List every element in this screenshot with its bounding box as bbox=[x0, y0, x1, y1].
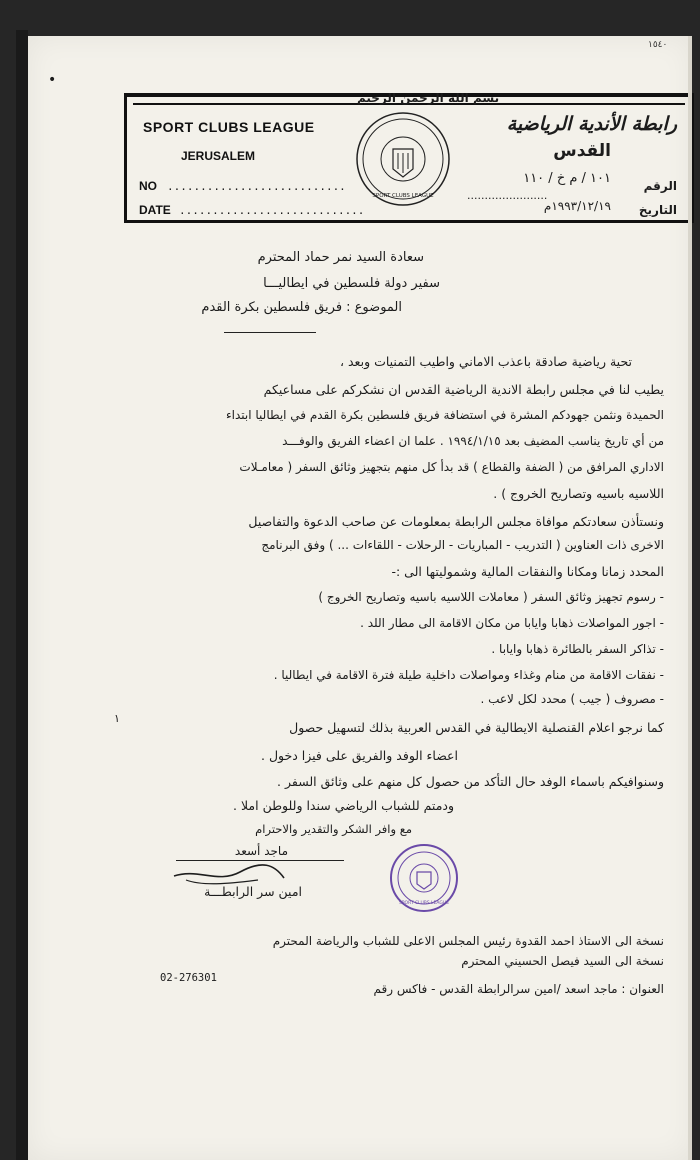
para4-line-1: وسنوافيكم باسماء الوفد حال التأكد من حصول كل منهم على وثائق السفر . bbox=[277, 774, 664, 789]
para4-line-2: ودمتم للشباب الرياضي سندا وللوطن املا . bbox=[233, 798, 454, 813]
ref-value: ١٠١ / م خ / ١١٠ bbox=[523, 171, 611, 186]
fax-number: 02-276301 bbox=[160, 972, 217, 984]
page-shadow-edge bbox=[16, 30, 28, 1160]
basmala: بسم الله الرحمن الرحيم bbox=[357, 91, 500, 105]
subject-line: الموضوع : فريق فلسطين بكرة القدم bbox=[201, 300, 402, 315]
page-edge-right bbox=[688, 36, 692, 1160]
signatory-name: ماجد أسعد bbox=[234, 844, 288, 858]
para2-line-2: الاخرى ذات العناوين ( التدريب - المباريات - الرحلات - اللقاءات ... ) وفق البرنامج bbox=[261, 538, 664, 552]
list-item: - مصروف ( جيب ) محدد لكل لاعب . bbox=[480, 692, 664, 706]
letterhead-english-city: JERUSALEM bbox=[181, 149, 256, 163]
copy-line-1: نسخة الى الاستاذ احمد القدوة رئيس المجلس الاعلى للشباب والرياضة المحترم bbox=[272, 934, 664, 948]
no-field: ........................... bbox=[167, 180, 346, 193]
date-field: ............................ bbox=[179, 204, 365, 217]
para3-line-1: كما نرجو اعلام القنصلية الايطالية في القدس العربية بذلك لتسهيل حصول bbox=[289, 720, 664, 735]
letterhead-english-name: SPORT CLUBS LEAGUE bbox=[143, 119, 315, 135]
list-item: - نفقات الاقامة من منام وغذاء ومواصلات داخلية طيلة فترة الاقامة في ايطاليا . bbox=[273, 668, 664, 682]
league-seal-icon bbox=[353, 109, 453, 209]
address-line: العنوان : ماجد اسعد /امين سرالرابطة القدس - فاكس رقم bbox=[373, 982, 664, 996]
letterhead-arabic-city: القدس bbox=[553, 141, 611, 161]
body-line-2: الحميدة ونثمن جهودكم المشرة في استضافة فريق فلسطين بكرة القدم في ايطاليا ابتداء bbox=[226, 408, 664, 422]
recipient-line-1: سعادة السيد نمر حماد المحترم bbox=[257, 250, 424, 265]
copy-line-2: نسخة الى السيد فيصل الحسيني المحترم bbox=[461, 954, 664, 968]
para2-line-1: ونستأذن سعادتكم موافاة مجلس الرابطة بمعلومات عن صاحب الدعوة والتفاصيل bbox=[248, 514, 664, 529]
margin-note: ١ bbox=[114, 712, 120, 725]
ref-dots: ....................... bbox=[467, 189, 548, 202]
margin-mark: • bbox=[48, 72, 57, 88]
closing-line: مع وافر الشكر والتقدير والاحترام bbox=[255, 822, 412, 836]
list-item: - تذاكر السفر بالطائرة ذهابا وايابا . bbox=[491, 642, 664, 656]
list-item: - رسوم تجهيز وثائق السفر ( معاملات اللاسيه باسيه وتصاريح الخروج ) bbox=[318, 590, 664, 604]
list-item: - اجور المواصلات ذهابا وايابا من مكان الاقامة الى مطار اللد . bbox=[360, 616, 664, 630]
greeting: تحية رياضية صادقة باعذب الاماني واطيب التمنيات وبعد ، bbox=[339, 354, 632, 369]
recipient-line-2: سفير دولة فلسطين في ايطاليـــا bbox=[263, 276, 440, 291]
stamp-caption: SPORT CLUBS LEAGUE bbox=[398, 901, 450, 906]
signatory-title: امين سر الرابطـــة bbox=[204, 884, 302, 899]
subject-rule bbox=[224, 332, 316, 333]
no-label: NO bbox=[139, 179, 157, 193]
letterhead-arabic-name: رابطة الأندية الرياضية bbox=[506, 113, 677, 135]
body-line-4: الاداري المرافق من ( الضفة والقطاع ) قد بدأ كل منهم بتجهيز وثائق السفر ( معامـلات bbox=[239, 460, 664, 474]
ref-label: الرقم bbox=[643, 179, 677, 193]
body-line-5: اللاسيه باسيه وتصاريح الخروج ) . bbox=[493, 486, 664, 501]
date-label: DATE bbox=[139, 203, 171, 217]
letterhead-box bbox=[124, 93, 694, 223]
letter-page bbox=[28, 36, 692, 1160]
para2-line-3: المحدد زمانا ومكانا والنفقات المالية وشموليتها الى :- bbox=[391, 564, 664, 579]
seal-caption: SPORT CLUBS LEAGUE bbox=[372, 193, 434, 199]
para3-line-2: اعضاء الوفد والفريق على فيزا دخول . bbox=[261, 748, 458, 763]
date-label-ar: التاريخ bbox=[638, 203, 677, 217]
body-line-1: يطيب لنا في مجلس رابطة الاندية الرياضية القدس ان نشكركم على مساعيكم bbox=[263, 382, 664, 397]
league-stamp-icon bbox=[388, 842, 460, 914]
corner-mark: ١٥٤٠ bbox=[648, 40, 668, 50]
body-line-3: من أي تاريخ يناسب المضيف بعد ١٩٩٤/١/١٥ . علما ان اعضاء الفريق والوفـــد bbox=[282, 434, 664, 448]
date-value-ar: ١٩٩٣/١٢/١٩م bbox=[543, 199, 611, 213]
